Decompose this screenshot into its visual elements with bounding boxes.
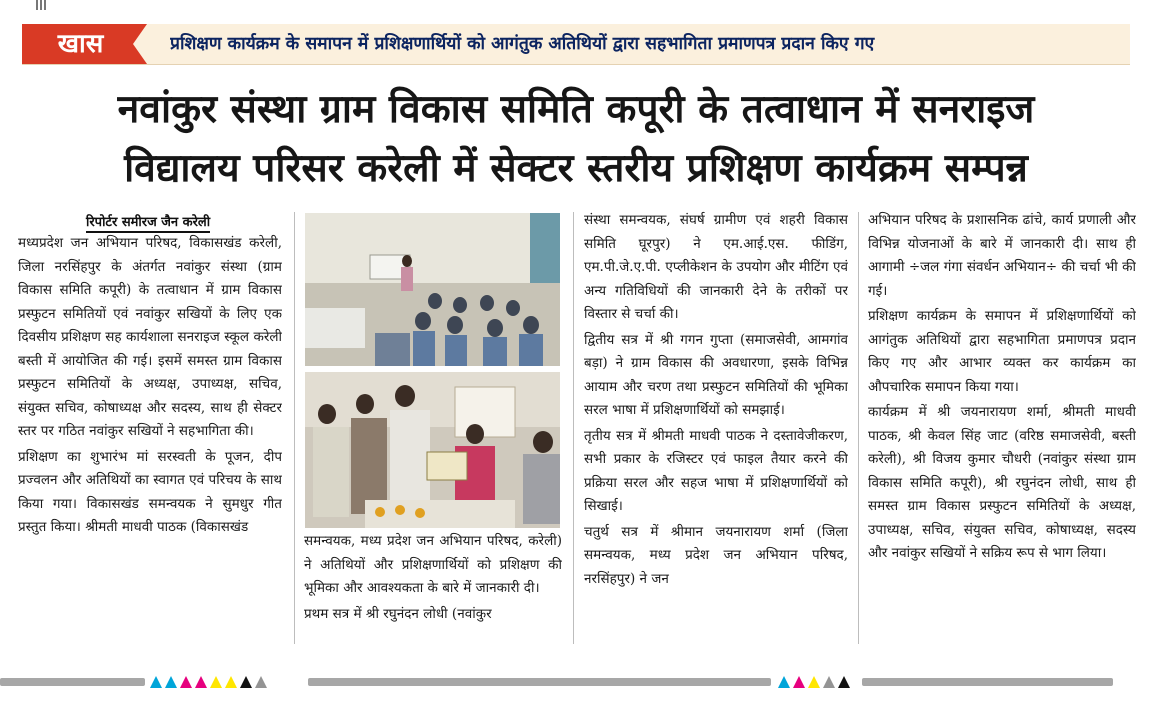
color-triangle <box>808 676 820 688</box>
color-triangle <box>210 676 222 688</box>
column-rule <box>858 212 859 644</box>
headline-line-1: नवांकुर संस्था ग्राम विकास समिति कपूरी के तत्वाधान में सनराइज <box>117 87 1035 132</box>
section-tag: खास <box>22 24 147 64</box>
certificate-ceremony-photo <box>305 372 560 528</box>
paragraph: प्रशिक्षण कार्यक्रम के समापन में प्रशिक्षणार्थियों को आगंतुक अतिथियों द्वारा सहभागिता प्रमाणपत्र प्रदान किए गए और आभार व्यक्त कर कार्यक्रम का औपचारिक समापन किया गया। <box>868 308 1136 395</box>
paragraph: तृतीय सत्र में श्रीमती माधवी पाठक ने दस्तावेजीकरण, सभी प्रकार के रजिस्टर एवं फाइल तैयार करने की प्रक्रिया सरल और सहज भाषा में प्रशिक्षणार्थियों को सिखाई। <box>584 427 848 514</box>
paragraph: प्रथम सत्र में श्री रघुनंदन लोधी (नवांकुर <box>304 605 492 622</box>
headline-line-2: विद्यालय परिसर करेली में सेक्टर स्तरीय प्रशिक्षण कार्यक्रम सम्पन्न <box>124 146 1028 191</box>
color-triangle <box>793 676 805 688</box>
paragraph: समन्वयक, मध्य प्रदेश जन अभियान परिषद, करेली) ने अतिथियों और प्रशिक्षणार्थियों को प्रशिक्षण की भूमिका और आवश्यकता के बारे में जानकारी दी। <box>304 533 562 596</box>
paragraph: प्रशिक्षण का शुभारंभ मां सरस्वती के पूजन, दीप प्रज्वलन और अतिथियों का स्वागत एवं परिचय के साथ किया गया। विकासखंड समन्वयक ने सुमधुर गीत प्रस्तुत किया। श्रीमती माधवी पाठक (विकासखंड <box>18 448 282 535</box>
footer-stripe <box>308 678 771 686</box>
column-rule <box>294 212 295 644</box>
color-triangle <box>838 676 850 688</box>
print-color-bar <box>0 676 1151 688</box>
paragraph: अभियान परिषद के प्रशासनिक ढांचे, कार्य प्रणाली और विभिन्न योजनाओं के बारे में जानकारी दी। साथ ही आगामी ÷जल गंगा संवर्धन अभियान÷ की चर्चा भी की गई। <box>868 212 1136 299</box>
color-triangle <box>180 676 192 688</box>
article-column-3 <box>584 209 848 645</box>
article-column-1 <box>18 232 282 644</box>
training-session-photo <box>305 213 560 366</box>
footer-stripe <box>0 678 145 686</box>
subheading: प्रशिक्षण कार्यक्रम के समापन में प्रशिक्षणार्थियों को आगंतुक अतिथियों द्वारा सहभागिता प्रमाणपत्र प्रदान किए गए <box>170 34 875 54</box>
color-triangle <box>150 676 162 688</box>
headline <box>20 80 1132 198</box>
paragraph: चतुर्थ सत्र में श्रीमान जयनारायण शर्मा (जिला समन्वयक, मध्य प्रदेश जन अभियान परिषद, नरसिंहपुर) ने जन <box>584 523 848 587</box>
article-column-2 <box>304 530 562 644</box>
paragraph: द्वितीय सत्र में श्री गगन गुप्ता (समाजसेवी, आमगांव बड़ा) ने ग्राम विकास की अवधारणा, इसके विभिन्न आयाम और चरण तथा प्रस्फुटन समितियों की भूमिका सरल भाषा में प्रशिक्षणार्थियों को समझाई। <box>584 331 848 418</box>
color-triangle <box>240 676 252 688</box>
color-triangle <box>225 676 237 688</box>
article-column-4 <box>868 209 1136 645</box>
paragraph: संस्था समन्वयक, संघर्ष ग्रामीण एवं शहरी विकास समिति घूरपुर) ने एम.आई.एस. फीडिंग, एम.पी.जे.ए.पी. एप्लीकेशन के उपयोग और मीटिंग एवं अन्य गतिविधियों की जानकारी देने के तरीकों पर विस्तार से चर्चा की। <box>584 212 848 322</box>
color-triangle <box>165 676 177 688</box>
paragraph: कार्यक्रम में श्री जयनारायण शर्मा, श्रीमती माधवी पाठक, श्री केवल सिंह जाट (वरिष्ठ समाजसेवी, बस्ती करेली), श्री विजय कुमार चौधरी (नवांकुर संस्था ग्राम विकास समिति कपूरी), श्री रघुनंदन लोधी, साथ ही समस्त ग्राम विकास प्रस्फुटन समितियों के अध्यक्ष, उपाध्यक्ष, सचिव, संयुक्त सचिव, कोषाध्यक्ष, सदस्य और नवांकुर सखियों ने सक्रिय रूप से भाग लिया। <box>868 404 1136 561</box>
color-triangle <box>778 676 790 688</box>
footer-stripe <box>862 678 1113 686</box>
byline: रिपोर्टर समीरज जैन करेली <box>86 212 210 233</box>
paragraph: मध्यप्रदेश जन अभियान परिषद, विकासखंड करेली, जिला नरसिंहपुर के अंतर्गत नवांकुर संस्था (ग्राम विकास समिति कपूरी) के तत्वाधान में ग्राम विकास प्रस्फुटन समितियों एवं नवांकुर सखियों के लिए एक दिवसीय प्रशिक्षण सह कार्यशाला सनराइज स्कूल करेली बस्ती में आयोजित की गई। इसमें समस्त ग्राम विकास प्रस्फुटन समितियों के अध्यक्ष, उपाध्यक्ष, सचिव, संयुक्त सचिव, कोषाध्यक्ष और सदस्य, साथ ही सेक्टर स्तर पर गठित नवांकुर सखियों ने सहभागिता की। <box>18 235 282 439</box>
color-triangle <box>823 676 835 688</box>
column-rule <box>573 212 574 644</box>
registration-marks <box>0 0 60 12</box>
color-triangle <box>195 676 207 688</box>
color-triangle <box>255 676 267 688</box>
